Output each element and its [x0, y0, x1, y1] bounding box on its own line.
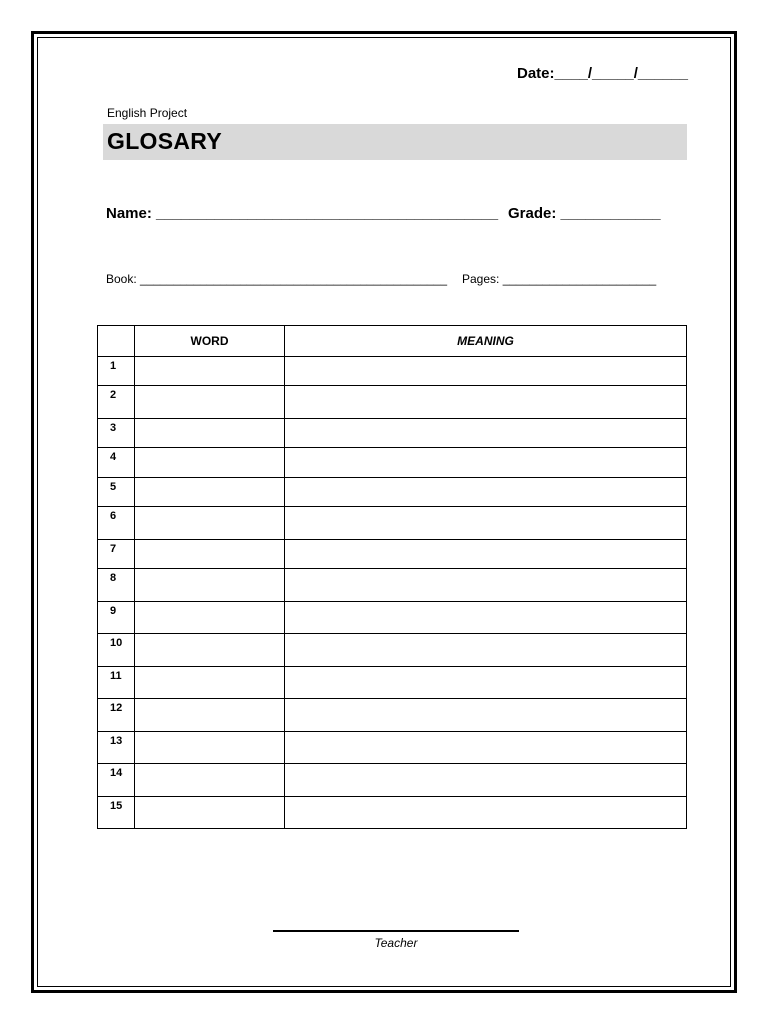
glossary-table [97, 325, 687, 829]
table-row [98, 764, 687, 797]
date-field: Date:____/_____/______ [517, 65, 688, 82]
table-row [98, 386, 687, 419]
meaning-cell[interactable] [285, 634, 687, 667]
meaning-cell[interactable] [285, 797, 687, 829]
table-row [98, 478, 687, 507]
table-row [98, 448, 687, 478]
row-number: 6 [98, 507, 135, 540]
row-number: 3 [98, 419, 135, 448]
meaning-cell[interactable] [285, 478, 687, 507]
word-cell[interactable] [135, 569, 285, 602]
word-cell[interactable] [135, 764, 285, 797]
table-row [98, 667, 687, 699]
table-row [98, 569, 687, 602]
meaning-cell[interactable] [285, 386, 687, 419]
table-row [98, 540, 687, 569]
meaning-cell[interactable] [285, 419, 687, 448]
row-number: 11 [98, 667, 135, 699]
word-cell[interactable] [135, 667, 285, 699]
row-number: 1 [98, 357, 135, 386]
word-cell[interactable] [135, 507, 285, 540]
page-title: GLOSARY [107, 128, 222, 154]
column-header-word: WORD [135, 326, 285, 357]
table-row [98, 797, 687, 829]
row-number: 12 [98, 699, 135, 732]
column-header-number [98, 326, 135, 357]
word-cell[interactable] [135, 732, 285, 764]
meaning-cell[interactable] [285, 507, 687, 540]
grade-field: Grade: ____________ [508, 205, 661, 222]
title-bar [103, 124, 687, 160]
meaning-cell[interactable] [285, 732, 687, 764]
teacher-signature-line [273, 930, 519, 932]
row-number: 9 [98, 602, 135, 634]
word-cell[interactable] [135, 448, 285, 478]
word-cell[interactable] [135, 386, 285, 419]
meaning-cell[interactable] [285, 569, 687, 602]
table-row [98, 507, 687, 540]
table-row [98, 419, 687, 448]
table-row [98, 732, 687, 764]
meaning-cell[interactable] [285, 764, 687, 797]
table-header-row [98, 326, 687, 357]
meaning-cell[interactable] [285, 357, 687, 386]
word-cell[interactable] [135, 699, 285, 732]
word-cell[interactable] [135, 540, 285, 569]
meaning-cell[interactable] [285, 540, 687, 569]
table-row [98, 357, 687, 386]
row-number: 15 [98, 797, 135, 829]
meaning-cell[interactable] [285, 602, 687, 634]
row-number: 14 [98, 764, 135, 797]
pages-field: Pages: _______________________ [462, 272, 657, 286]
row-number: 7 [98, 540, 135, 569]
row-number: 13 [98, 732, 135, 764]
meaning-cell[interactable] [285, 699, 687, 732]
word-cell[interactable] [135, 478, 285, 507]
teacher-signature-label: Teacher [374, 936, 418, 950]
table-row [98, 699, 687, 732]
meaning-cell[interactable] [285, 667, 687, 699]
table-row [98, 634, 687, 667]
row-number: 4 [98, 448, 135, 478]
word-cell[interactable] [135, 634, 285, 667]
word-cell[interactable] [135, 602, 285, 634]
row-number: 10 [98, 634, 135, 667]
table-row [98, 602, 687, 634]
name-field: Name: _________________________________________ [106, 205, 499, 222]
book-field: Book: ______________________________________________ [106, 272, 448, 286]
project-subtitle: English Project [107, 106, 188, 120]
meaning-cell[interactable] [285, 448, 687, 478]
row-number: 5 [98, 478, 135, 507]
row-number: 8 [98, 569, 135, 602]
word-cell[interactable] [135, 419, 285, 448]
word-cell[interactable] [135, 357, 285, 386]
row-number: 2 [98, 386, 135, 419]
word-cell[interactable] [135, 797, 285, 829]
column-header-meaning: MEANING [285, 326, 687, 357]
